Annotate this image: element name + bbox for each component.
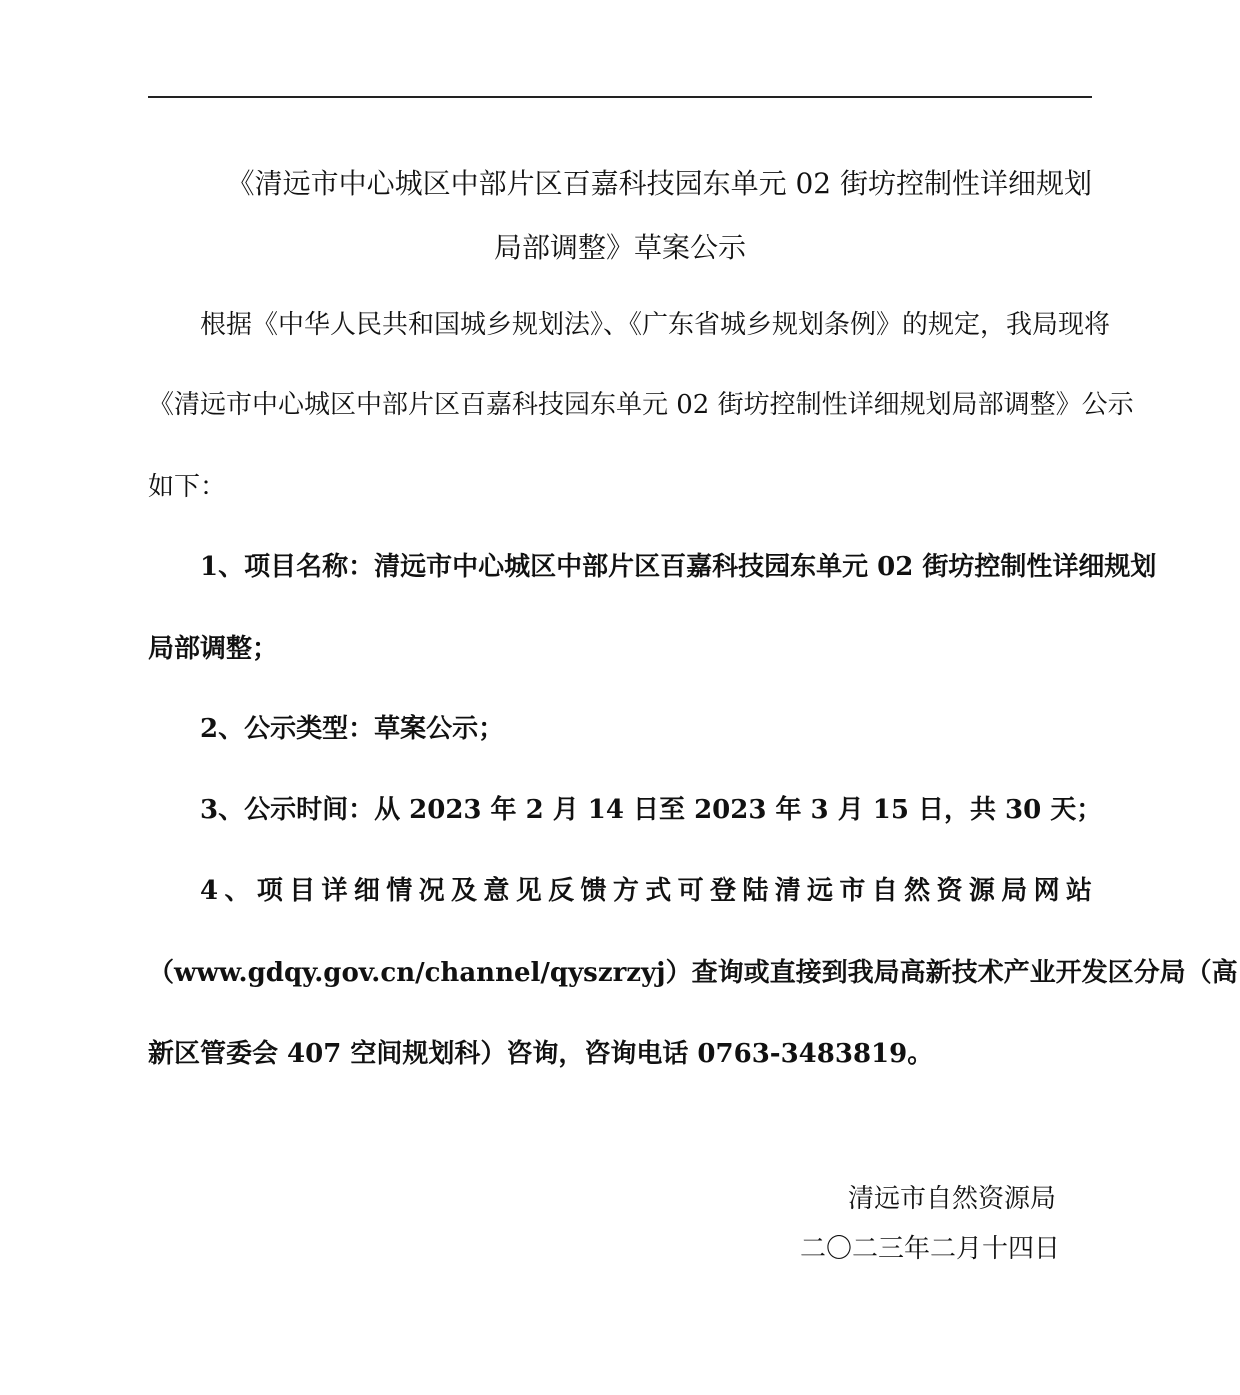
top-rule: [148, 96, 1092, 98]
item-2: 2、公示类型：草案公示；: [200, 714, 505, 744]
intro-line-1: 根据《中华人民共和国城乡规划法》、《广东省城乡规划条例》的规定，我局现将: [200, 310, 1111, 340]
signature-date: 二〇二三年二月十四日: [800, 1234, 1061, 1264]
intro-line-2: 《清远市中心城区中部片区百嘉科技园东单元 02 街坊控制性详细规划局部调整》公示: [148, 390, 1134, 420]
document-title-line-2: 局部调整》草案公示: [493, 231, 746, 264]
item-4-line-2: （www.gdqy.gov.cn/channel/qyszrzyj）查询或直接到我局高新技术产业开发区分局（高: [148, 958, 1238, 988]
item-4-line-1: 4、项目详细情况及意见反馈方式可登陆清远市自然资源局网站: [200, 876, 1092, 906]
item-4-line-3: 新区管委会 407 空间规划科）咨询，咨询电话 0763-3483819。: [148, 1039, 934, 1069]
item-3: 3、公示时间：从 2023 年 2 月 14 日至 2023 年 3 月 15 日，共 30 天；: [200, 795, 1103, 825]
signature-organization: 清远市自然资源局: [848, 1184, 1057, 1214]
item-1-line-2: 局部调整；: [148, 634, 279, 664]
item-1-line-1: 1、项目名称：清远市中心城区中部片区百嘉科技园东单元 02 街坊控制性详细规划: [200, 552, 1157, 582]
document-title-line-1: 《清远市中心城区中部片区百嘉科技园东单元 02 街坊控制性详细规划: [226, 167, 1092, 200]
intro-line-3: 如下：: [148, 472, 227, 502]
